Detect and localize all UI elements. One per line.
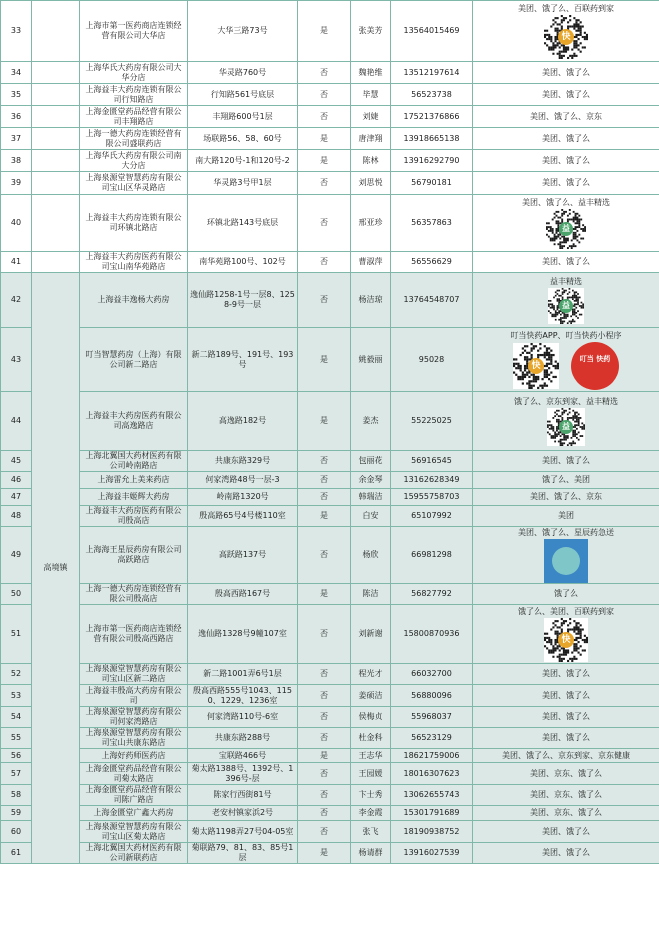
open-24h: 是: [298, 1, 351, 62]
pharmacy-address: 环镇北路143号底层: [188, 195, 298, 252]
pharmacy-address: 宝联路466号: [188, 749, 298, 763]
contact-phone: 13916292790: [391, 150, 473, 172]
row-number: 34: [1, 62, 32, 84]
contact-person: 刘思悦: [351, 172, 391, 195]
row-number: 33: [1, 1, 32, 62]
district-cell: [32, 84, 80, 106]
pharmacy-name: 叮当智慧药房（上海）有限公司新二路店: [80, 328, 188, 392]
pharmacy-address: 菊太路1198弄27号04-05室: [188, 821, 298, 843]
pharmacy-name: 上海北翼国大药材医药有限公司新联药店: [80, 843, 188, 864]
contact-person: 姚毅丽: [351, 328, 391, 392]
pharmacy-address: 殷高西路555号1043、1150、1229、1236室: [188, 685, 298, 707]
pharmacy-name: 上海泉源堂智慧药房有限公司宝山区菊太路店: [80, 821, 188, 843]
district-cell: [32, 172, 80, 195]
contact-person: 杨洁琼: [351, 273, 391, 328]
contact-person: 杜金科: [351, 728, 391, 749]
kuai-logo-icon: 快: [558, 632, 574, 648]
contact-person: 白安: [351, 506, 391, 527]
contact-phone: 15800870936: [391, 605, 473, 664]
open-24h: 否: [298, 763, 351, 785]
pharmacy-name: 上海华氏大药房有限公司大华分店: [80, 62, 188, 84]
kuai-logo-icon: 快: [558, 29, 574, 45]
pharmacy-address: 岭南路1320号: [188, 489, 298, 506]
table-row: [1, 273, 659, 328]
table-row: [1, 749, 659, 763]
table-row: [1, 472, 659, 489]
open-24h: 否: [298, 806, 351, 821]
delivery-platforms: 美团、饿了么、百联药到家: [518, 4, 614, 13]
xingchen-qr-image: [544, 539, 588, 583]
table-row: [1, 62, 659, 84]
pharmacy-name: 上海益丰大药房连锁有限公司环镇北路店: [80, 195, 188, 252]
pharmacy-address: 新二路189号、191号、193号: [188, 328, 298, 392]
platform-cell: [473, 664, 659, 685]
open-24h: 否: [298, 664, 351, 685]
row-number: 44: [1, 392, 32, 451]
open-24h: 是: [298, 392, 351, 451]
row-number: 35: [1, 84, 32, 106]
qr-code: [547, 408, 585, 446]
district-cell: [32, 128, 80, 150]
contact-person: 包丽花: [351, 451, 391, 472]
pharmacy-name: 上海益丰殷高大药房有限公司: [80, 685, 188, 707]
contact-person: 程光才: [351, 664, 391, 685]
pharmacy-name: 上海泉源堂智慧药房有限公司宝山区新二路店: [80, 664, 188, 685]
pharmacy-name: 上海益丰大药房医药有限公司高逸路店: [80, 392, 188, 451]
district-cell: [32, 195, 80, 252]
district-cell: 高境镇: [32, 273, 80, 864]
row-number: 49: [1, 527, 32, 584]
open-24h: 否: [298, 172, 351, 195]
platform-cell: [473, 451, 659, 472]
delivery-platforms: 美团、京东、饿了么: [530, 808, 602, 817]
open-24h: 否: [298, 106, 351, 128]
platform-cell: [473, 527, 659, 584]
platform-cell: [473, 62, 659, 84]
open-24h: 否: [298, 785, 351, 806]
platform-cell: [473, 472, 659, 489]
platform-cell: [473, 763, 659, 785]
open-24h: 是: [298, 749, 351, 763]
qr-code: [513, 343, 559, 389]
delivery-platforms: 饿了么、美团: [542, 475, 590, 484]
row-number: 40: [1, 195, 32, 252]
pharmacy-name: 上海益丰大药房医药有限公司殷高店: [80, 506, 188, 527]
dingdang-app-icon: 叮当 快药: [571, 342, 619, 390]
row-number: 39: [1, 172, 32, 195]
pharmacy-name: 上海益丰逸杨大药房: [80, 273, 188, 328]
pharmacy-address: 共康东路329号: [188, 451, 298, 472]
pharmacy-name: 上海益丰姬辉大药房: [80, 489, 188, 506]
pharmacy-address: 逸仙路1258-1号一层8、1258-9号一层: [188, 273, 298, 328]
open-24h: 是: [298, 843, 351, 864]
contact-phone: 13764548707: [391, 273, 473, 328]
table-row: [1, 489, 659, 506]
row-number: 38: [1, 150, 32, 172]
delivery-platforms: 叮当快药APP、叮当快药小程序: [510, 330, 622, 340]
delivery-platforms: 美团、饿了么: [542, 257, 590, 266]
table-row: [1, 506, 659, 527]
row-number: 60: [1, 821, 32, 843]
pharmacy-address: 殷高路65号4号楼110室: [188, 506, 298, 527]
delivery-platforms: 美团、饿了么、京东: [530, 492, 602, 501]
contact-person: 王园媛: [351, 763, 391, 785]
contact-phone: 56523129: [391, 728, 473, 749]
contact-person: 姜杰: [351, 392, 391, 451]
open-24h: 否: [298, 62, 351, 84]
contact-person: 刘新谢: [351, 605, 391, 664]
contact-phone: 13918665138: [391, 128, 473, 150]
contact-person: 刘婕: [351, 106, 391, 128]
row-number: 51: [1, 605, 32, 664]
platform-cell: [473, 605, 659, 664]
contact-phone: 13916027539: [391, 843, 473, 864]
delivery-platforms: 美团、饿了么、益丰精选: [522, 198, 610, 207]
pharmacy-name: 上海金匮堂药品经营有限公司丰翔路店: [80, 106, 188, 128]
table-row: [1, 195, 659, 252]
platform-cell: [473, 489, 659, 506]
delivery-platforms: 美团、饿了么、京东到家、京东健康: [502, 750, 630, 760]
table-row: [1, 728, 659, 749]
platform-cell: [473, 728, 659, 749]
pharmacy-address: 高跃路137号: [188, 527, 298, 584]
delivery-platforms: 美团: [558, 511, 574, 520]
pharmacy-address: 菊联路79、81、83、85号1层: [188, 843, 298, 864]
contact-phone: 65107992: [391, 506, 473, 527]
qr-code: [546, 209, 586, 249]
contact-phone: 18621759006: [391, 749, 473, 763]
contact-phone: 56827792: [391, 584, 473, 605]
row-number: 45: [1, 451, 32, 472]
row-number: 48: [1, 506, 32, 527]
contact-phone: 55225025: [391, 392, 473, 451]
district-cell: [32, 62, 80, 84]
kuai-logo-icon: 快: [528, 358, 544, 374]
pharmacy-address: 何家湾路48号一层-3: [188, 472, 298, 489]
platform-cell: [473, 584, 659, 605]
open-24h: 否: [298, 451, 351, 472]
platform-cell: [473, 84, 659, 106]
contact-person: 杨欣: [351, 527, 391, 584]
contact-phone: 95028: [391, 328, 473, 392]
table-row: [1, 821, 659, 843]
contact-phone: 56556629: [391, 252, 473, 273]
platform-cell: [473, 273, 659, 328]
platform-cell: [473, 785, 659, 806]
pharmacy-name: 上海海王星辰药房有限公司高跃路店: [80, 527, 188, 584]
pharmacy-name: 上海泉源堂智慧药房有限公司宝山区华灵路店: [80, 172, 188, 195]
pharmacy-address: 共康东路288号: [188, 728, 298, 749]
table-row: [1, 392, 659, 451]
contact-phone: 66981298: [391, 527, 473, 584]
delivery-platforms: 美团、饿了么: [542, 89, 590, 99]
row-number: 53: [1, 685, 32, 707]
platform-cell: [473, 821, 659, 843]
open-24h: 否: [298, 728, 351, 749]
platform-cell: [473, 128, 659, 150]
pharmacy-address: 华灵路760号: [188, 62, 298, 84]
pharmacy-address: 陈家行西街81号: [188, 785, 298, 806]
platform-cell: [473, 172, 659, 195]
pharmacy-name: 上海华氏大药房有限公司南大分店: [80, 150, 188, 172]
row-number: 59: [1, 806, 32, 821]
open-24h: 否: [298, 273, 351, 328]
yi-logo-icon: 益: [559, 222, 573, 236]
pharmacy-name: 上海金匮堂药品经营有限公司陈广路店: [80, 785, 188, 806]
pharmacy-address: 殷高西路167号: [188, 584, 298, 605]
pharmacy-address: 场联路56、58、60号: [188, 128, 298, 150]
row-number: 58: [1, 785, 32, 806]
pharmacy-name: 上海泉源堂智慧药房有限公司何家湾路店: [80, 707, 188, 728]
delivery-platforms: 美团、京东、饿了么: [530, 790, 602, 799]
contact-phone: 18016307623: [391, 763, 473, 785]
contact-phone: 13512197614: [391, 62, 473, 84]
row-number: 50: [1, 584, 32, 605]
delivery-platforms: 美团、饿了么: [542, 826, 590, 836]
contact-person: 曹淑萍: [351, 252, 391, 273]
platform-cell: [473, 392, 659, 451]
pharmacy-name: 上海一德大药房连锁经营有限公司殷高店: [80, 584, 188, 605]
open-24h: 是: [298, 150, 351, 172]
contact-person: 张美芳: [351, 1, 391, 62]
pharmacy-name: 上海泉源堂智慧药房有限公司宝山共康东路店: [80, 728, 188, 749]
row-number: 57: [1, 763, 32, 785]
contact-person: 侯梅贞: [351, 707, 391, 728]
delivery-platforms: 美团、饿了么: [542, 155, 590, 165]
delivery-platforms: 美团、饿了么、星辰药急送: [518, 528, 614, 537]
delivery-platforms: 美团、饿了么: [542, 178, 590, 187]
delivery-platforms: 饿了么: [554, 589, 578, 598]
delivery-platforms: 美团、饿了么: [542, 848, 590, 857]
open-24h: 否: [298, 84, 351, 106]
contact-person: 魏艳维: [351, 62, 391, 84]
contact-phone: 15955758703: [391, 489, 473, 506]
platform-cell: [473, 707, 659, 728]
table-row: [1, 328, 659, 392]
table-row: [1, 252, 659, 273]
table-row: [1, 843, 659, 864]
qr-code: [548, 288, 584, 324]
contact-person: 张飞: [351, 821, 391, 843]
platform-cell: [473, 252, 659, 273]
pharmacy-name: 上海益丰大药房医药有限公司宝山南华苑路店: [80, 252, 188, 273]
contact-person: 余金琴: [351, 472, 391, 489]
pharmacy-address: 行知路561号底层: [188, 84, 298, 106]
delivery-platforms: 饿了么、美团、百联药到家: [518, 607, 614, 616]
open-24h: 否: [298, 821, 351, 843]
contact-phone: 13564015469: [391, 1, 473, 62]
pharmacy-name: 上海金匮堂药品经营有限公司菊太路店: [80, 763, 188, 785]
pharmacy-name: 上海一德大药房连锁经营有限公司盛联药店: [80, 128, 188, 150]
table-row: [1, 527, 659, 584]
row-number: 36: [1, 106, 32, 128]
row-number: 42: [1, 273, 32, 328]
pharmacy-address: 何家湾路110号-6室: [188, 707, 298, 728]
open-24h: 否: [298, 707, 351, 728]
table-row: [1, 605, 659, 664]
pharmacy-name: 上海金匮堂广鑫大药房: [80, 806, 188, 821]
open-24h: 是: [298, 328, 351, 392]
platform-cell: [473, 806, 659, 821]
table-row: [1, 172, 659, 195]
row-number: 46: [1, 472, 32, 489]
table-row: [1, 106, 659, 128]
table-row: [1, 685, 659, 707]
pharmacy-name: 上海北翼国大药材医药有限公司岭南路店: [80, 451, 188, 472]
district-cell: [32, 106, 80, 128]
open-24h: 是: [298, 128, 351, 150]
pharmacy-address: 南华苑路100号、102号: [188, 252, 298, 273]
contact-phone: 56357863: [391, 195, 473, 252]
platform-cell: [473, 328, 659, 392]
open-24h: 否: [298, 195, 351, 252]
pharmacy-name: 上海益丰大药房连锁有限公司行知路店: [80, 84, 188, 106]
pharmacy-address: 高逸路182号: [188, 392, 298, 451]
row-number: 61: [1, 843, 32, 864]
contact-person: 姜硕洁: [351, 685, 391, 707]
contact-phone: 55968037: [391, 707, 473, 728]
table-row: [1, 707, 659, 728]
district-cell: [32, 252, 80, 273]
table-row: [1, 584, 659, 605]
row-number: 55: [1, 728, 32, 749]
platform-cell: [473, 843, 659, 864]
contact-phone: 56790181: [391, 172, 473, 195]
row-number: 41: [1, 252, 32, 273]
table-row: [1, 451, 659, 472]
contact-person: 王志华: [351, 749, 391, 763]
contact-phone: 13162628349: [391, 472, 473, 489]
pharmacy-address: 大华三路73号: [188, 1, 298, 62]
yi-logo-icon: 益: [559, 299, 573, 313]
row-number: 52: [1, 664, 32, 685]
platform-cell: [473, 506, 659, 527]
contact-person: 韩瑞洁: [351, 489, 391, 506]
pharmacy-address: 南大路120号-1和120号-2: [188, 150, 298, 172]
pharmacy-address: 华灵路3号甲1层: [188, 172, 298, 195]
contact-phone: 17521376866: [391, 106, 473, 128]
delivery-platforms: 美团、饿了么: [542, 690, 590, 700]
contact-phone: 18190938752: [391, 821, 473, 843]
pharmacy-name: 上海市第一医药商店连锁经营有限公司殷高西路店: [80, 605, 188, 664]
contact-person: 卞士秀: [351, 785, 391, 806]
contact-phone: 15301791689: [391, 806, 473, 821]
delivery-platforms: 美团、饿了么: [542, 733, 590, 742]
platform-cell: [473, 150, 659, 172]
qr-code: [544, 15, 588, 59]
contact-person: 陈洁: [351, 584, 391, 605]
platform-cell: [473, 195, 659, 252]
delivery-platforms: 美团、饿了么: [542, 669, 590, 678]
contact-person: 杨请群: [351, 843, 391, 864]
platform-cell: [473, 749, 659, 763]
contact-person: 邢亚珍: [351, 195, 391, 252]
pharmacy-address: 丰翔路600号1层: [188, 106, 298, 128]
delivery-platforms: 美团、饿了么: [542, 456, 590, 465]
district-cell: [32, 1, 80, 62]
delivery-platforms: 美团、京东、饿了么: [530, 768, 602, 778]
contact-phone: 56916545: [391, 451, 473, 472]
pharmacy-name: 上海市第一医药商店连锁经营有限公司大华店: [80, 1, 188, 62]
contact-person: 李金霞: [351, 806, 391, 821]
table-row: [1, 785, 659, 806]
yi-logo-icon: 益: [559, 420, 573, 434]
table-row: [1, 763, 659, 785]
contact-person: 唐津翔: [351, 128, 391, 150]
platform-cell: [473, 106, 659, 128]
pharmacy-address: 新二路1001弄6号1层: [188, 664, 298, 685]
delivery-platforms: 美团、饿了么、京东: [530, 111, 602, 121]
open-24h: 否: [298, 685, 351, 707]
row-number: 43: [1, 328, 32, 392]
table-row: [1, 806, 659, 821]
district-cell: [32, 150, 80, 172]
pharmacy-address: 菊太路1388号、1392号、1396号-层: [188, 763, 298, 785]
delivery-platforms: 美团、饿了么: [542, 67, 590, 77]
open-24h: 否: [298, 527, 351, 584]
open-24h: 否: [298, 489, 351, 506]
table-row: [1, 1, 659, 62]
row-number: 54: [1, 707, 32, 728]
delivery-platforms: 美团、饿了么: [542, 712, 590, 721]
contact-phone: 56523738: [391, 84, 473, 106]
open-24h: 否: [298, 252, 351, 273]
delivery-platforms: 饿了么、京东到家、益丰精选: [514, 397, 618, 406]
row-number: 47: [1, 489, 32, 506]
pharmacy-address: 逸仙路1328号9幢107室: [188, 605, 298, 664]
pharmacy-address: 老安村镇家浜2号: [188, 806, 298, 821]
delivery-platforms: 美团、饿了么: [542, 133, 590, 143]
contact-person: 毕慧: [351, 84, 391, 106]
platform-cell: [473, 1, 659, 62]
contact-phone: 66032700: [391, 664, 473, 685]
delivery-platforms: 益丰精选: [550, 277, 582, 286]
contact-person: 陈林: [351, 150, 391, 172]
platform-cell: [473, 685, 659, 707]
qr-code: [544, 618, 588, 662]
table-row: [1, 84, 659, 106]
contact-phone: 13062655743: [391, 785, 473, 806]
open-24h: 否: [298, 472, 351, 489]
open-24h: 是: [298, 506, 351, 527]
table-row: [1, 128, 659, 150]
table-row: [1, 150, 659, 172]
pharmacy-name: 上海雷允上美来药店: [80, 472, 188, 489]
row-number: 37: [1, 128, 32, 150]
table-row: [1, 664, 659, 685]
contact-phone: 56880096: [391, 685, 473, 707]
open-24h: 否: [298, 605, 351, 664]
open-24h: 是: [298, 584, 351, 605]
pharmacy-name: 上海好药师医药店: [80, 749, 188, 763]
row-number: 56: [1, 749, 32, 763]
